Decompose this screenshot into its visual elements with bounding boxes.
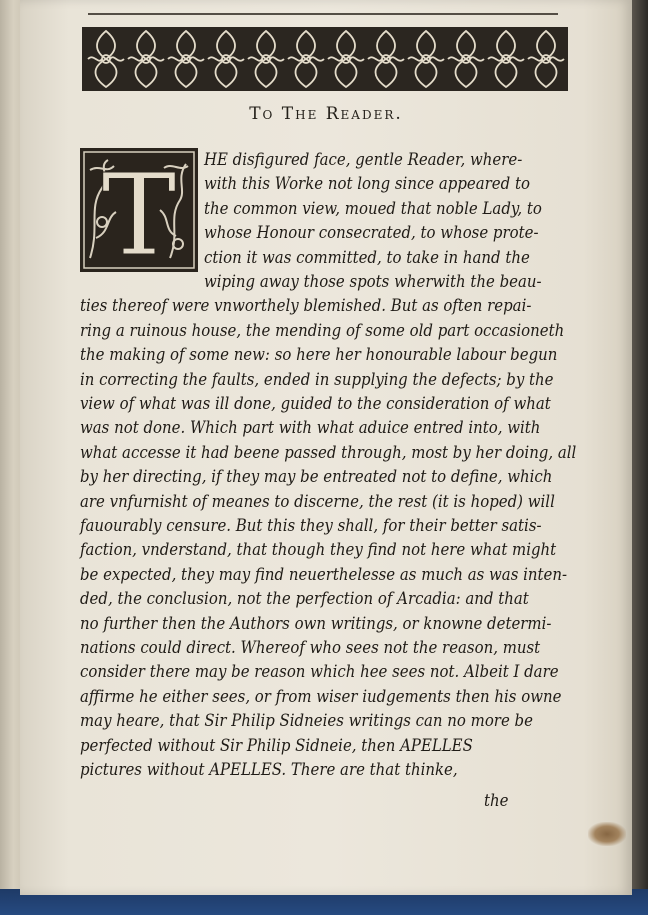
- text-line: faction, vnderstand, that though they find not here what might: [80, 540, 557, 560]
- text-line: consider there may be reason which hee sees not. Albeit I dare: [80, 662, 559, 682]
- text-line: with this Worke not long since appeared to: [204, 174, 530, 194]
- text-line: no further then the Authors own writings, or knowne determi-: [80, 613, 552, 633]
- text-line: the making of some new: so here her honourable labour begun: [80, 345, 558, 365]
- catchword: the: [484, 791, 509, 810]
- ornament-band-icon: [82, 27, 568, 91]
- page-heading: To The Reader.: [249, 104, 403, 124]
- text-line: fauourably censure. But this they shall, for their better satis-: [80, 516, 542, 535]
- text-line: in correcting the faults, ended in supplying the defects; by the: [80, 369, 554, 389]
- text-line: ties thereof were vnworthely blemished. But as often repai-: [80, 296, 532, 316]
- text-line: what accesse it had beene passed through, most by her doing, all: [80, 442, 577, 462]
- text-line: ring a ruinous house, the mending of some old part occasioneth: [80, 320, 565, 340]
- text-line: wiping away those spots wherwith the beau-: [204, 272, 542, 291]
- initial-letter-glyph: T: [101, 151, 177, 272]
- text-line: affirme he either sees, or from wiser iudgements then his owne: [80, 686, 562, 706]
- text-line: the common view, moued that noble Lady, to: [204, 198, 542, 218]
- text-line: perfected without Sir Philip Sidneie, then APELLES: [80, 735, 473, 755]
- text-line: may heare, that Sir Philip Sidneies writings can no more be: [80, 711, 533, 731]
- decorated-initial-letter: [80, 148, 198, 272]
- text-line: are vnfurnisht of meanes to discerne, the rest (it is hoped) will: [80, 491, 555, 511]
- text-line: HE disfigured face, gentle Reader, where-: [204, 150, 523, 169]
- text-line: was not done. Which part with what aduice entred into, with: [80, 418, 541, 438]
- text-line: view of what was ill done, guided to the consideration of what: [80, 394, 551, 413]
- book-page: [20, 0, 632, 895]
- text-line: be expected, they may find neuerthelesse as much as was inten-: [80, 564, 568, 584]
- text-line: by her directing, if they may be entreated not to define, which: [80, 467, 553, 487]
- text-line: ction it was committed, to take in hand the: [204, 247, 530, 267]
- text-line: nations could direct. Whereof who sees not the reason, must: [80, 638, 541, 657]
- text-line: ded, the conclusion, not the perfection of Arcadia: and that: [80, 589, 529, 609]
- desk-background-right: [632, 0, 648, 915]
- text-line: pictures without APELLES. There are that thinke,: [80, 760, 458, 779]
- top-rule: [88, 13, 558, 15]
- desk-background-left: [0, 0, 22, 915]
- text-line: whose Honour consecrated, to whose prote-: [204, 223, 539, 243]
- paper-stain: [588, 822, 626, 846]
